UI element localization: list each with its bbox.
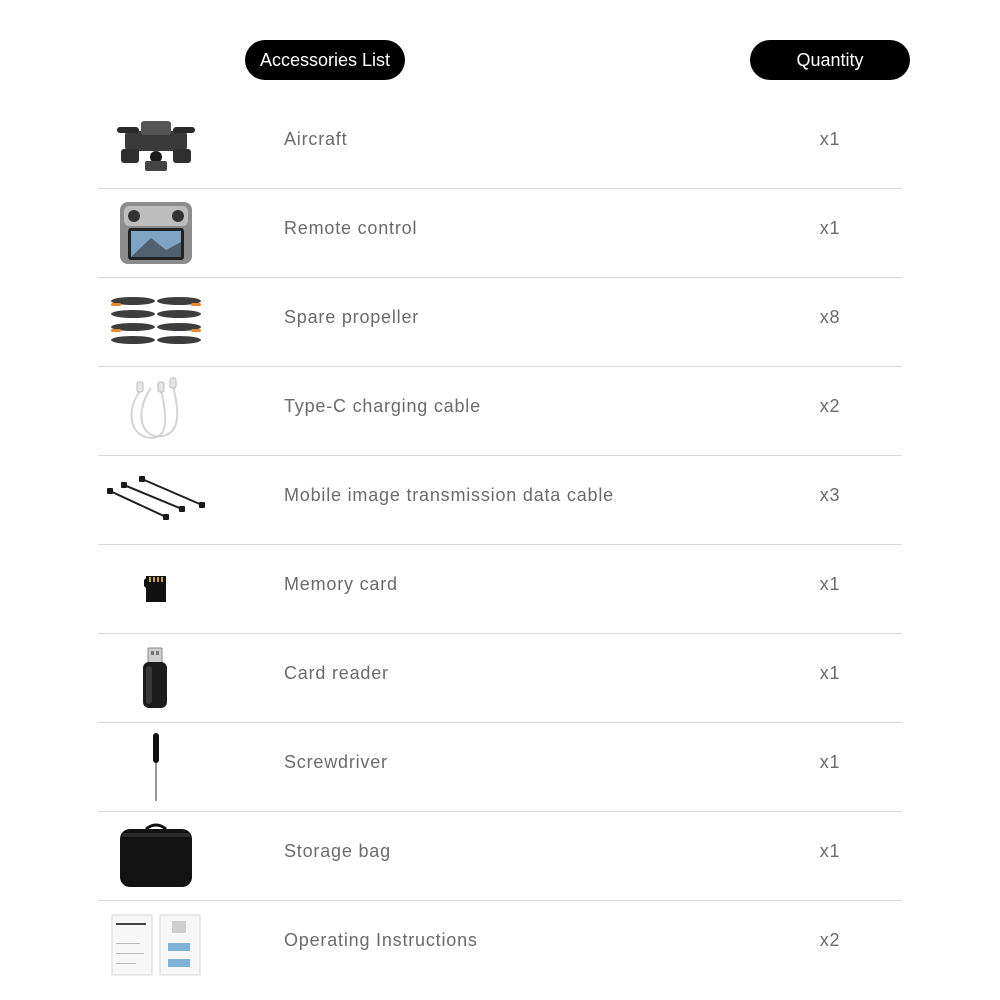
drone-icon [111, 109, 201, 179]
quantity-header: Quantity [750, 40, 910, 80]
item-name: Card reader [284, 663, 389, 683]
storage-bag-icon [116, 821, 196, 891]
charging-cable-icon [121, 376, 191, 446]
item-quantity: x1 [819, 841, 841, 861]
item-quantity: x2 [819, 930, 841, 950]
table-row [98, 545, 902, 634]
propeller-icon [110, 294, 202, 350]
item-quantity: x1 [819, 752, 841, 772]
accessories-table [98, 100, 902, 989]
accessories-list-header: Accessories List [245, 40, 405, 80]
table-row [98, 278, 902, 367]
item-name: Aircraft [284, 129, 348, 149]
table-row [98, 367, 902, 456]
table-row [98, 100, 902, 189]
manual-icon [106, 913, 206, 977]
item-quantity: x3 [819, 485, 841, 505]
item-name: Storage bag [284, 841, 391, 861]
table-row [98, 723, 902, 812]
table-row [98, 189, 902, 278]
item-name: Mobile image transmission data cable [284, 485, 614, 505]
item-name: Screwdriver [284, 752, 388, 772]
item-name: Operating Instructions [284, 930, 478, 950]
item-name: Remote control [284, 218, 418, 238]
table-row [98, 456, 902, 545]
item-name: Memory card [284, 574, 398, 594]
table-row [98, 901, 902, 989]
screwdriver-icon [150, 731, 162, 803]
item-quantity: x2 [819, 396, 841, 416]
item-name: Type-C charging cable [284, 396, 481, 416]
remote-control-icon [116, 198, 196, 268]
item-quantity: x1 [819, 663, 841, 683]
data-cable-icon [106, 475, 206, 525]
item-quantity: x8 [819, 307, 841, 327]
card-reader-icon [139, 646, 173, 710]
item-quantity: x1 [819, 574, 841, 594]
item-quantity: x1 [819, 218, 841, 238]
table-row [98, 812, 902, 901]
table-row [98, 634, 902, 723]
item-name: Spare propeller [284, 307, 420, 327]
memory-card-icon [144, 574, 168, 604]
item-quantity: x1 [819, 129, 841, 149]
